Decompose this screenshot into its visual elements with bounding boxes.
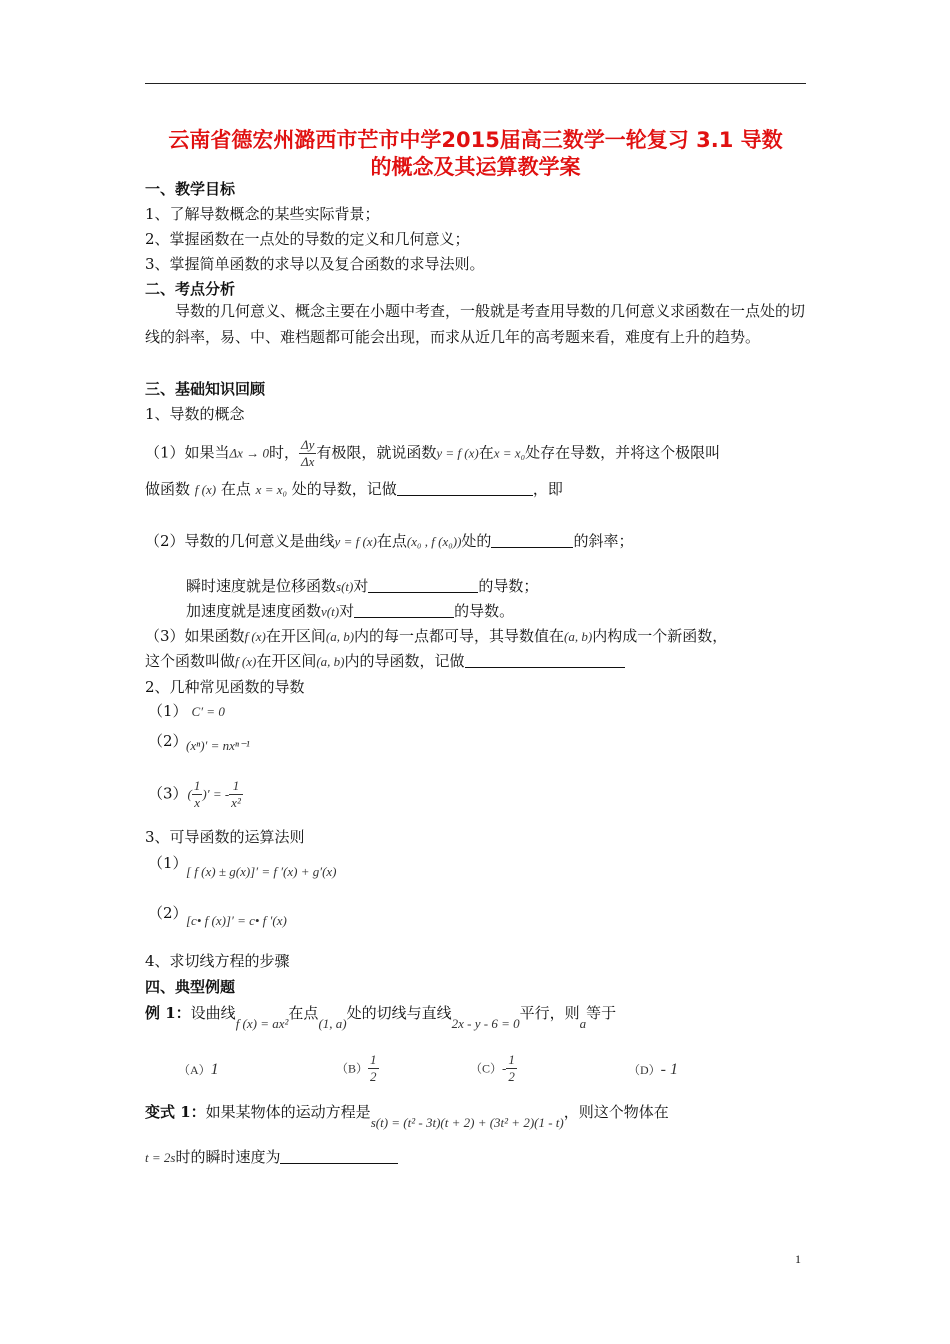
acceleration-line: 加速度就是速度函数v(t)对 的导数。 <box>186 602 515 620</box>
derived-function-line-2: 这个函数叫做f (x)在开区间(a, b)内的导函数，记做 <box>145 650 625 671</box>
top-rule <box>145 83 806 84</box>
section-3-heading: 三、基础知识回顾 <box>145 380 266 398</box>
operation-rule-2: [c• f (x)]′ = c• f ′(x) <box>186 913 287 928</box>
title-line-1: 云南省德宏州潞西市芒市中学2015届高三数学一轮复习 3.1 导数 <box>168 128 783 152</box>
delta-fraction: $\frac{\Delta y}{\Delta x}$ <box>300 437 315 469</box>
derivative-rule-2: （2） <box>148 732 188 750</box>
option-a: （A）1 <box>178 1061 219 1078</box>
objective-1: 1、了解导数概念的某些实际背景； <box>145 205 380 223</box>
example-1: 例 1：设曲线f (x) = ax²在点(1, a)处的切线与直线2x - y - 6 = 0平行，则a等于 <box>145 1004 617 1031</box>
blank-geometric[interactable] <box>491 533 573 548</box>
exam-analysis-text: 导数的几何意义、概念主要在小题中考查，一般就是考查用导数的几何意义求函数在一点处的切线的斜率，易、中、难档题都可能会出现，而求从近几年的高考题来看，难度有上升的趋势。 <box>145 302 806 346</box>
blank-acceleration[interactable] <box>354 603 454 618</box>
subheading-common-derivatives: 2、几种常见函数的导数 <box>145 678 305 696</box>
derived-function-line-1: （3）如果函数f (x)在开区间(a, b)内的每一点都可导，其导数值在(a, b)内构成一个新函数， <box>145 627 728 645</box>
variant-1-line-1: 变式 1：如果某物体的运动方程是s(t) = (t² - 3t)(t + 2) + (3t² + 2)(1 - t)，则这个物体在 <box>145 1103 669 1130</box>
section-1-heading: 一、教学目标 <box>145 180 236 198</box>
operation-rule-1-label: （1） <box>148 854 188 872</box>
operation-rule-2-label: （2） <box>148 904 188 922</box>
option-c: （C）- $\frac{1}{2}$ <box>470 1052 515 1084</box>
geometric-meaning-line: （2）导数的几何意义是曲线y = f (x)在点(x₀ , f (x₀))处的 的斜率； <box>145 532 634 550</box>
section-4-heading: 四、典型例题 <box>145 978 236 996</box>
title-line-2: 的概念及其运算教学案 <box>370 155 581 179</box>
subheading-derivative-concept: 1、导数的概念 <box>145 405 245 423</box>
page-number: 1 <box>795 1252 801 1266</box>
concept-line-1: （1）如果当Δx → 0时， $\frac{\Delta y}{\Delta x}$ 有极限，就说函数y = f (x)在x = x₀处存在导数，并将这个极限叫 <box>145 437 721 469</box>
section-2-heading: 二、考点分析 <box>145 280 236 298</box>
option-d: （D）- 1 <box>628 1061 678 1078</box>
objective-3: 3、掌握简单函数的求导以及复合函数的求导法则。 <box>145 255 485 273</box>
blank-velocity[interactable] <box>368 578 478 593</box>
derivative-rule-3: （3）( $\frac{1}{x}$ )′ = - $\frac{1}{\text{x²}}$ <box>148 778 241 810</box>
objective-2: 2、掌握函数在一点处的导数的定义和几何意义； <box>145 230 470 248</box>
operation-rule-1: [ f (x) ± g(x)]′ = f ′(x) + g′(x) <box>186 864 337 879</box>
derivative-rule-2-formula: (xⁿ)′ = nxⁿ⁻¹ <box>186 738 250 753</box>
concept-line-2: 做函数 f (x) 在点 x = x₀ 处的导数，记做 ，即 <box>145 480 563 498</box>
variant-1-line-2: t = 2s时的瞬时速度为 <box>145 1146 398 1167</box>
instant-velocity-line: 瞬时速度就是位移函数s(t)对 的导数； <box>186 577 539 595</box>
subheading-operation-rules: 3、可导函数的运算法则 <box>145 828 305 846</box>
option-b: （B） $\frac{1}{2}$ <box>336 1052 377 1084</box>
derivative-rule-1: （1） C′ = 0 <box>148 702 225 720</box>
blank-notation[interactable] <box>397 481 533 496</box>
subheading-tangent-steps: 4、求切线方程的步骤 <box>145 952 290 970</box>
blank-instant-velocity[interactable] <box>280 1149 398 1164</box>
blank-derived-function[interactable] <box>465 653 625 668</box>
